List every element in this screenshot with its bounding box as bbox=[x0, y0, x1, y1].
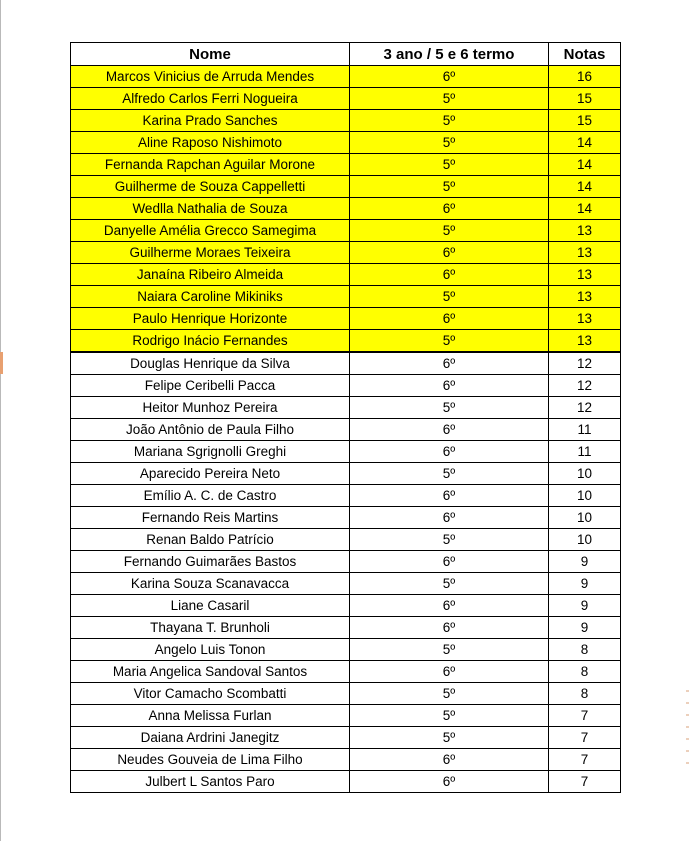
student-name-cell: Emílio A. C. de Castro bbox=[71, 485, 350, 507]
table-row bbox=[71, 705, 621, 727]
grade-cell: 14 bbox=[549, 154, 621, 176]
year-cell: 6º bbox=[350, 551, 549, 573]
table-row bbox=[71, 727, 621, 749]
grade-cell: 15 bbox=[549, 88, 621, 110]
student-name-cell: Douglas Henrique da Silva bbox=[71, 352, 350, 375]
table-row bbox=[71, 617, 621, 639]
table-row bbox=[71, 507, 621, 529]
year-cell: 6º bbox=[350, 595, 549, 617]
table-row bbox=[71, 66, 621, 88]
table-row bbox=[71, 771, 621, 793]
table-row bbox=[71, 683, 621, 705]
table-row bbox=[71, 264, 621, 286]
year-cell: 5º bbox=[350, 176, 549, 198]
year-cell: 6º bbox=[350, 441, 549, 463]
student-name-cell: Felipe Ceribelli Pacca bbox=[71, 375, 350, 397]
table-row bbox=[71, 198, 621, 220]
year-cell: 5º bbox=[350, 573, 549, 595]
year-cell: 5º bbox=[350, 88, 549, 110]
student-name-cell: Guilherme de Souza Cappelletti bbox=[71, 176, 350, 198]
student-name-cell: Danyelle Amélia Grecco Samegima bbox=[71, 220, 350, 242]
grade-cell: 13 bbox=[549, 330, 621, 353]
student-name-cell: Renan Baldo Patrício bbox=[71, 529, 350, 551]
table-row bbox=[71, 154, 621, 176]
year-cell: 6º bbox=[350, 507, 549, 529]
year-cell: 5º bbox=[350, 683, 549, 705]
table-row bbox=[71, 661, 621, 683]
grade-cell: 13 bbox=[549, 286, 621, 308]
grade-cell: 14 bbox=[549, 132, 621, 154]
grade-cell: 7 bbox=[549, 705, 621, 727]
year-cell: 6º bbox=[350, 661, 549, 683]
grade-cell: 9 bbox=[549, 595, 621, 617]
year-cell: 5º bbox=[350, 110, 549, 132]
year-cell: 6º bbox=[350, 749, 549, 771]
year-cell: 6º bbox=[350, 375, 549, 397]
student-name-cell: Julbert L Santos Paro bbox=[71, 771, 350, 793]
table-row bbox=[71, 88, 621, 110]
student-name-cell: Fernando Guimarães Bastos bbox=[71, 551, 350, 573]
year-cell: 5º bbox=[350, 727, 549, 749]
grade-cell: 13 bbox=[549, 308, 621, 330]
student-name-cell: Rodrigo Inácio Fernandes bbox=[71, 330, 350, 353]
student-name-cell: Guilherme Moraes Teixeira bbox=[71, 242, 350, 264]
student-name-cell: Janaína Ribeiro Almeida bbox=[71, 264, 350, 286]
student-name-cell: Anna Melissa Furlan bbox=[71, 705, 350, 727]
header-year: 3 ano / 5 e 6 termo bbox=[350, 43, 549, 66]
student-name-cell: Neudes Gouveia de Lima Filho bbox=[71, 749, 350, 771]
student-name-cell: Angelo Luis Tonon bbox=[71, 639, 350, 661]
year-cell: 6º bbox=[350, 308, 549, 330]
student-name-cell: Thayana T. Brunholi bbox=[71, 617, 350, 639]
grade-cell: 9 bbox=[549, 573, 621, 595]
grade-cell: 12 bbox=[549, 397, 621, 419]
grade-cell: 10 bbox=[549, 529, 621, 551]
table-row bbox=[71, 352, 621, 375]
grade-cell: 9 bbox=[549, 551, 621, 573]
year-cell: 5º bbox=[350, 397, 549, 419]
grade-cell: 13 bbox=[549, 242, 621, 264]
margin-marks-right bbox=[686, 690, 689, 770]
grade-cell: 13 bbox=[549, 264, 621, 286]
table-row bbox=[71, 485, 621, 507]
header-row bbox=[71, 43, 621, 66]
table-row bbox=[71, 308, 621, 330]
grade-cell: 7 bbox=[549, 727, 621, 749]
student-name-cell: Heitor Munhoz Pereira bbox=[71, 397, 350, 419]
table-row bbox=[71, 110, 621, 132]
year-cell: 5º bbox=[350, 154, 549, 176]
year-cell: 5º bbox=[350, 705, 549, 727]
student-name-cell: Daiana Ardrini Janegitz bbox=[71, 727, 350, 749]
table-row bbox=[71, 441, 621, 463]
grade-cell: 11 bbox=[549, 441, 621, 463]
table-row bbox=[71, 375, 621, 397]
table-row bbox=[71, 749, 621, 771]
grade-cell: 14 bbox=[549, 176, 621, 198]
grade-cell: 7 bbox=[549, 771, 621, 793]
year-cell: 6º bbox=[350, 419, 549, 441]
student-name-cell: Wedlla Nathalia de Souza bbox=[71, 198, 350, 220]
student-name-cell: Aline Raposo Nishimoto bbox=[71, 132, 350, 154]
student-name-cell: João Antônio de Paula Filho bbox=[71, 419, 350, 441]
student-name-cell: Fernanda Rapchan Aguilar Morone bbox=[71, 154, 350, 176]
header-grade: Notas bbox=[549, 43, 621, 66]
student-name-cell: Marcos Vinicius de Arruda Mendes bbox=[71, 66, 350, 88]
grade-cell: 12 bbox=[549, 352, 621, 375]
student-name-cell: Naiara Caroline Mikiniks bbox=[71, 286, 350, 308]
table-row bbox=[71, 529, 621, 551]
year-cell: 5º bbox=[350, 463, 549, 485]
student-name-cell: Karina Souza Scanavacca bbox=[71, 573, 350, 595]
year-cell: 6º bbox=[350, 242, 549, 264]
table-row bbox=[71, 220, 621, 242]
grade-cell: 11 bbox=[549, 419, 621, 441]
header-name: Nome bbox=[71, 43, 350, 66]
student-name-cell: Alfredo Carlos Ferri Nogueira bbox=[71, 88, 350, 110]
grade-cell: 13 bbox=[549, 220, 621, 242]
grade-cell: 12 bbox=[549, 375, 621, 397]
table-row bbox=[71, 639, 621, 661]
grade-cell: 8 bbox=[549, 639, 621, 661]
year-cell: 6º bbox=[350, 485, 549, 507]
grade-cell: 10 bbox=[549, 485, 621, 507]
year-cell: 6º bbox=[350, 264, 549, 286]
year-cell: 6º bbox=[350, 352, 549, 375]
year-cell: 6º bbox=[350, 66, 549, 88]
page-left-edge bbox=[0, 0, 1, 841]
year-cell: 5º bbox=[350, 330, 549, 353]
table-row bbox=[71, 242, 621, 264]
year-cell: 5º bbox=[350, 132, 549, 154]
table-row bbox=[71, 286, 621, 308]
year-cell: 5º bbox=[350, 286, 549, 308]
grade-cell: 7 bbox=[549, 749, 621, 771]
grade-cell: 9 bbox=[549, 617, 621, 639]
grade-cell: 10 bbox=[549, 463, 621, 485]
grade-cell: 16 bbox=[549, 66, 621, 88]
table-row bbox=[71, 551, 621, 573]
table-row bbox=[71, 419, 621, 441]
table-row bbox=[71, 330, 621, 353]
table-row bbox=[71, 595, 621, 617]
grades-table bbox=[70, 42, 621, 793]
year-cell: 5º bbox=[350, 220, 549, 242]
table-row bbox=[71, 397, 621, 419]
year-cell: 6º bbox=[350, 771, 549, 793]
grade-cell: 8 bbox=[549, 683, 621, 705]
grade-cell: 10 bbox=[549, 507, 621, 529]
grade-cell: 14 bbox=[549, 198, 621, 220]
student-name-cell: Maria Angelica Sandoval Santos bbox=[71, 661, 350, 683]
year-cell: 6º bbox=[350, 198, 549, 220]
student-name-cell: Fernando Reis Martins bbox=[71, 507, 350, 529]
student-name-cell: Paulo Henrique Horizonte bbox=[71, 308, 350, 330]
table-row bbox=[71, 132, 621, 154]
table-row bbox=[71, 573, 621, 595]
year-cell: 5º bbox=[350, 529, 549, 551]
year-cell: 6º bbox=[350, 617, 549, 639]
student-name-cell: Liane Casaril bbox=[71, 595, 350, 617]
student-name-cell: Vitor Camacho Scombatti bbox=[71, 683, 350, 705]
student-name-cell: Karina Prado Sanches bbox=[71, 110, 350, 132]
grade-cell: 15 bbox=[549, 110, 621, 132]
grade-cell: 8 bbox=[549, 661, 621, 683]
margin-mark bbox=[0, 352, 3, 374]
table-row bbox=[71, 463, 621, 485]
table-row bbox=[71, 176, 621, 198]
student-name-cell: Mariana Sgrignolli Greghi bbox=[71, 441, 350, 463]
table-body bbox=[71, 66, 621, 793]
student-name-cell: Aparecido Pereira Neto bbox=[71, 463, 350, 485]
year-cell: 5º bbox=[350, 639, 549, 661]
